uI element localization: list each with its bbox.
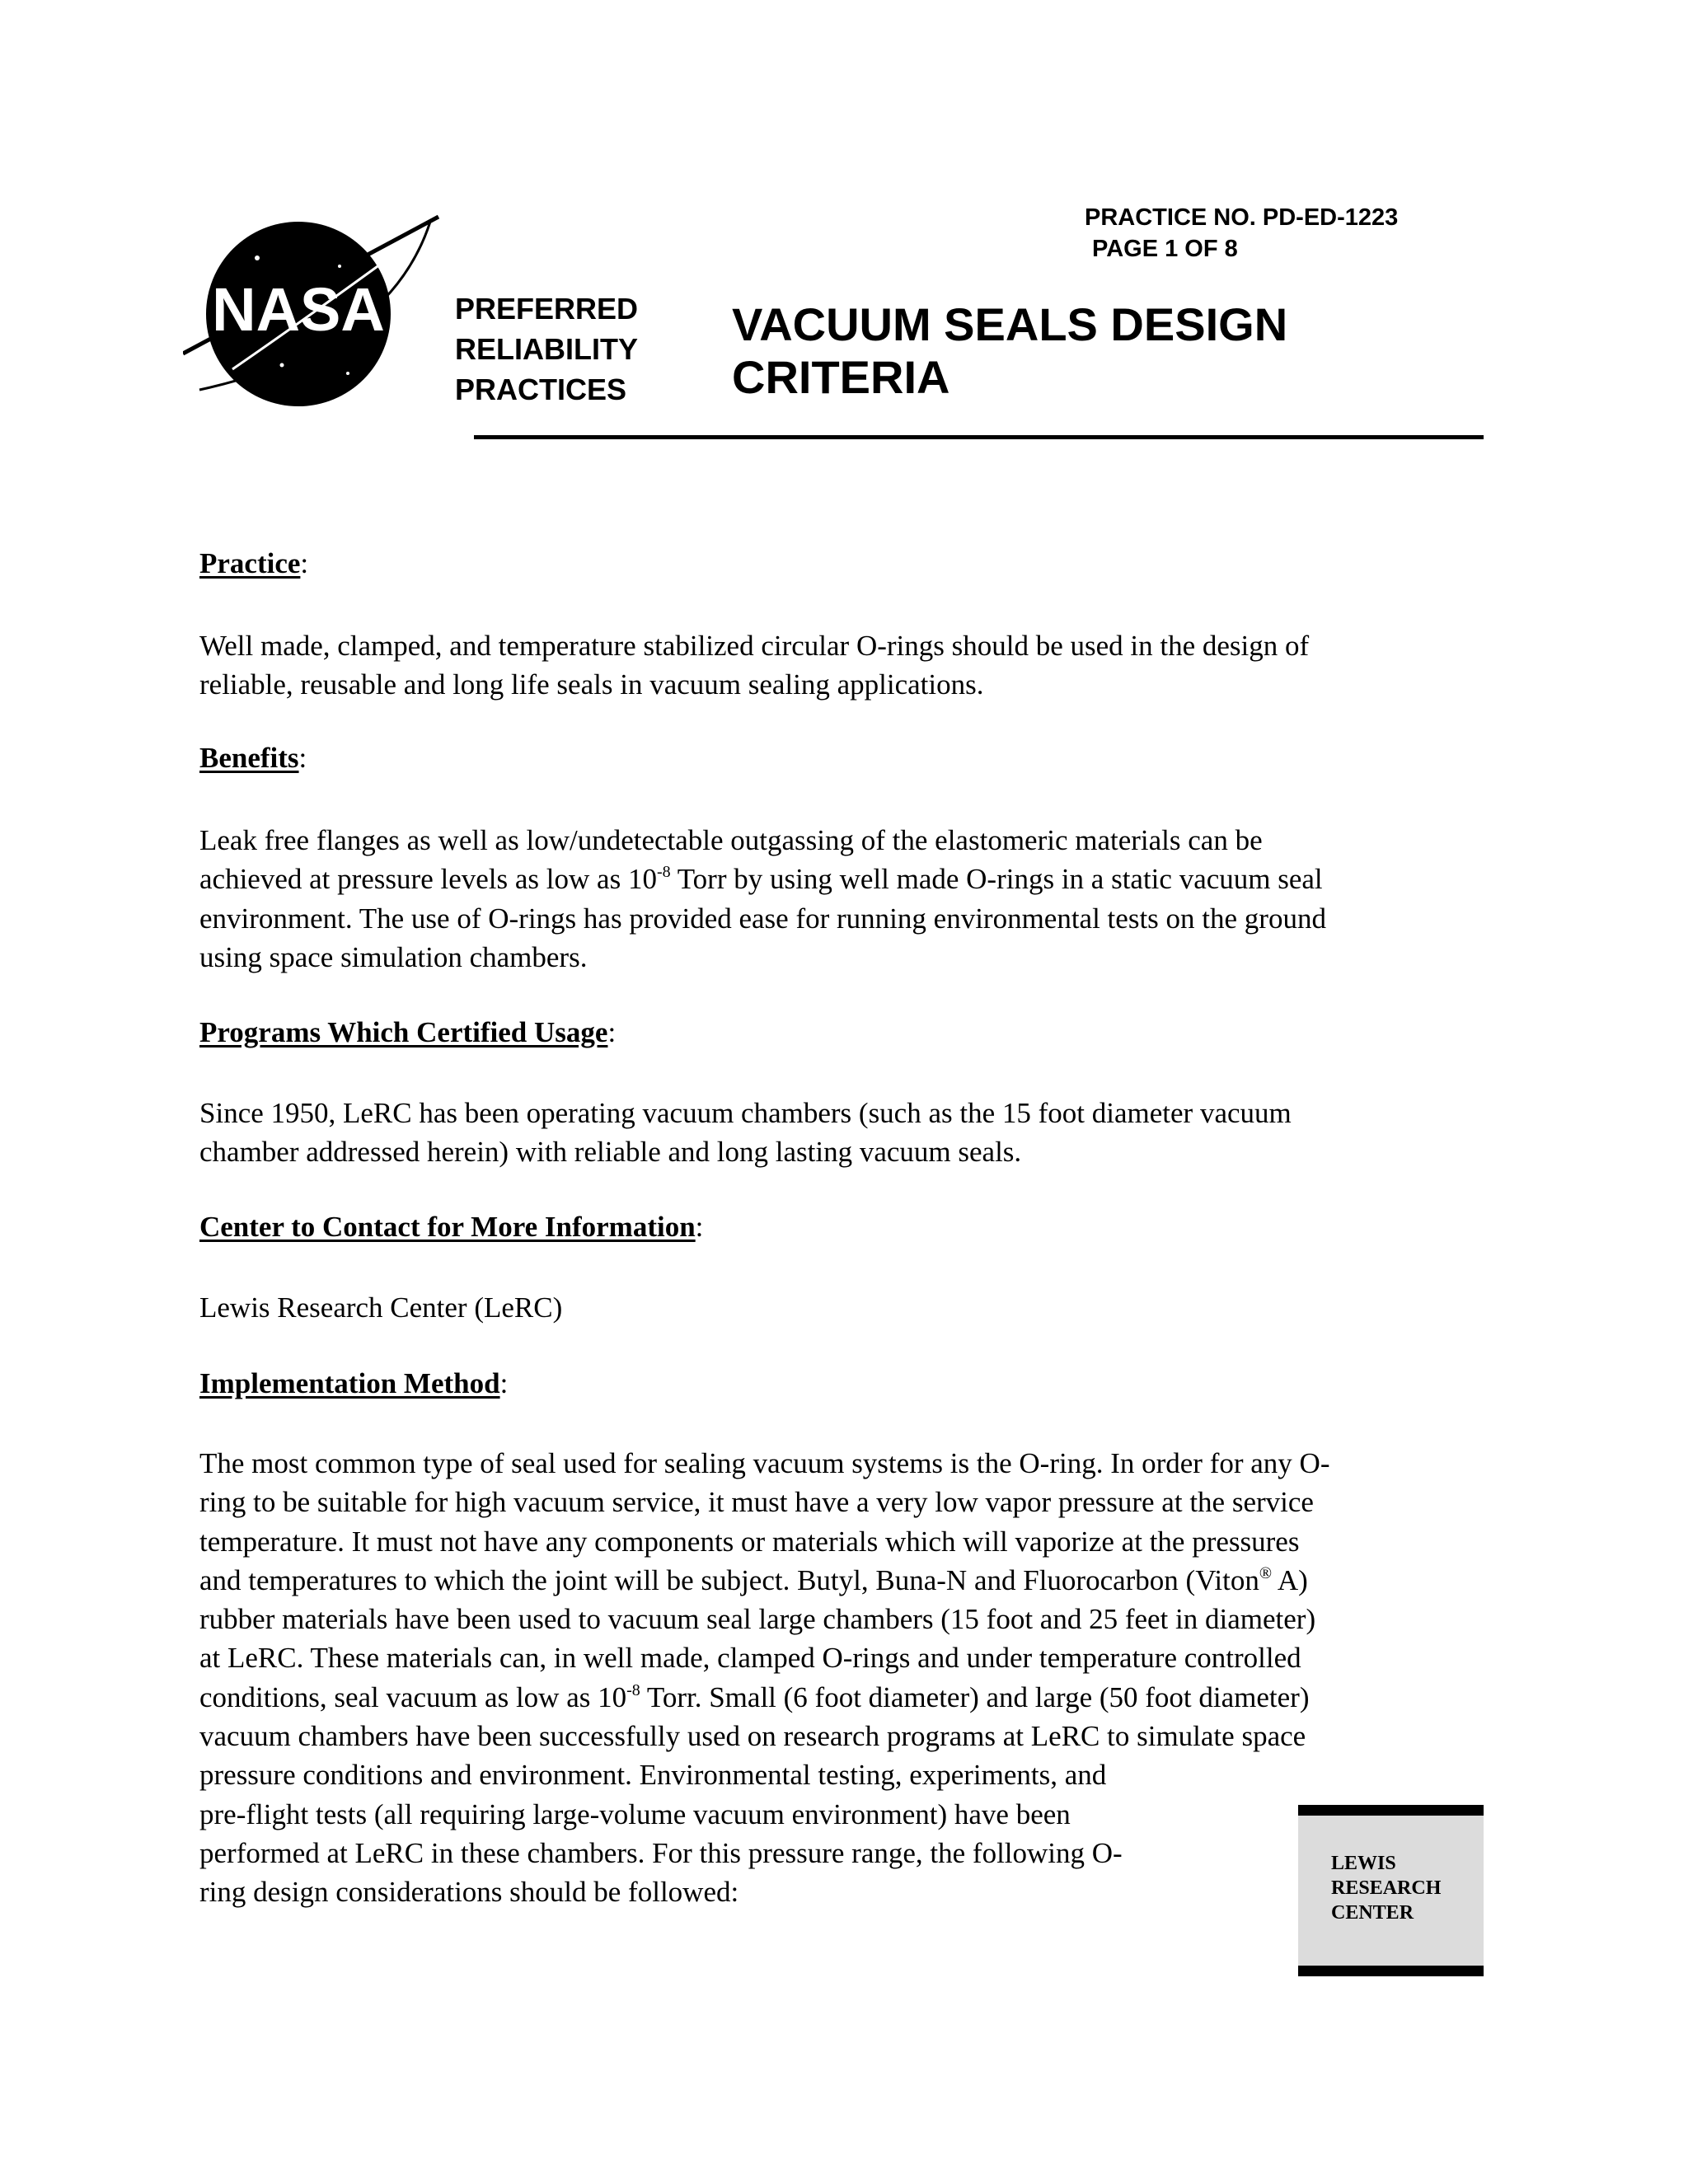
logo-wordmark: NASA: [212, 275, 385, 344]
section-heading-practice: Practice:: [199, 547, 309, 579]
programs-paragraph: Since 1950, LeRC has been operating vacuum chambers (such as the 15 foot diameter vacuum chamber addressed herein) with reliable and long lasting vacuum seals.: [199, 1097, 1292, 1169]
title-line: CRITERIA: [732, 351, 950, 403]
stamp-line: LEWIS: [1331, 1853, 1396, 1874]
benefits-paragraph: Leak free flanges as well as low/undetectable outgassing of the elastomeric materials can be achieved at pressure levels as low as $10^{-8}$ Torr by using well made O-rings in a static vacuum seal environment. The use of O-rings has provided ease for running environmental tests on the ground using space simulation chambers.: [199, 824, 1326, 973]
nasa-logo: [183, 200, 447, 431]
practice-paragraph: Well made, clamped, and temperature stabilized circular O-rings should be used in the design of reliable, reusable and long life seals in vacuum sealing applications.: [199, 630, 1310, 701]
center-stamp: [1298, 1805, 1484, 1976]
stamp-bottom-bar: [1298, 1966, 1484, 1976]
practice-number: PRACTICE NO. PD-ED-1223: [1085, 204, 1399, 231]
section-heading-programs: Programs Which Certified Usage:: [199, 1016, 617, 1048]
section-heading-center: Center to Contact for More Information:: [199, 1211, 704, 1243]
series-line: PRACTICES: [455, 373, 627, 406]
section-heading-benefits: Benefits:: [199, 742, 307, 774]
series-line: RELIABILITY: [455, 332, 638, 366]
document-title: [732, 298, 1287, 404]
series-label: [455, 288, 638, 410]
title-line: VACUUM SEALS DESIGN: [732, 298, 1288, 350]
stamp-line: CENTER: [1331, 1902, 1414, 1924]
header-rule: [474, 435, 1484, 439]
implementation-paragraph: The most common type of seal used for sealing vacuum systems is the O-ring. In order for any O- ring to be suitable for high vacuum service, it must have a very low vapor pressure at the service temperature. It must not have any components or materials which will vaporize at the pressures and temperatures to which the joint will be subject. Butyl, Buna-N and Fluorocarbon (Viton® A) rubber materials have been used to vacuum seal large chambers (15 foot and 25 feet in diameter) at LeRC. These materials can, in well made, clamped O-rings and under temperature controlled conditions, seal vacuum as low as $10^{-8}$ Torr. Small (6 foot diameter) and large (50 foot diameter) vacuum chambers have been successfully used on research programs at LeRC to simulate space pressure conditions and environment. Environmental testing, experiments, and pre-flight tests (all requiring large-volume vacuum environment) have been performed at LeRC in these chambers. For this pressure range, the following O- ring design considerations should be followed:: [199, 1447, 1330, 1909]
stamp-text: [1331, 1851, 1441, 1925]
section-heading-implementation: Implementation Method:: [199, 1367, 509, 1399]
series-line: PREFERRED: [455, 292, 639, 326]
page-number: PAGE 1 OF 8: [1092, 236, 1238, 262]
stamp-top-bar: [1298, 1805, 1484, 1816]
center-paragraph: Lewis Research Center (LeRC): [199, 1291, 563, 1324]
stamp-line: RESEARCH: [1331, 1877, 1442, 1899]
